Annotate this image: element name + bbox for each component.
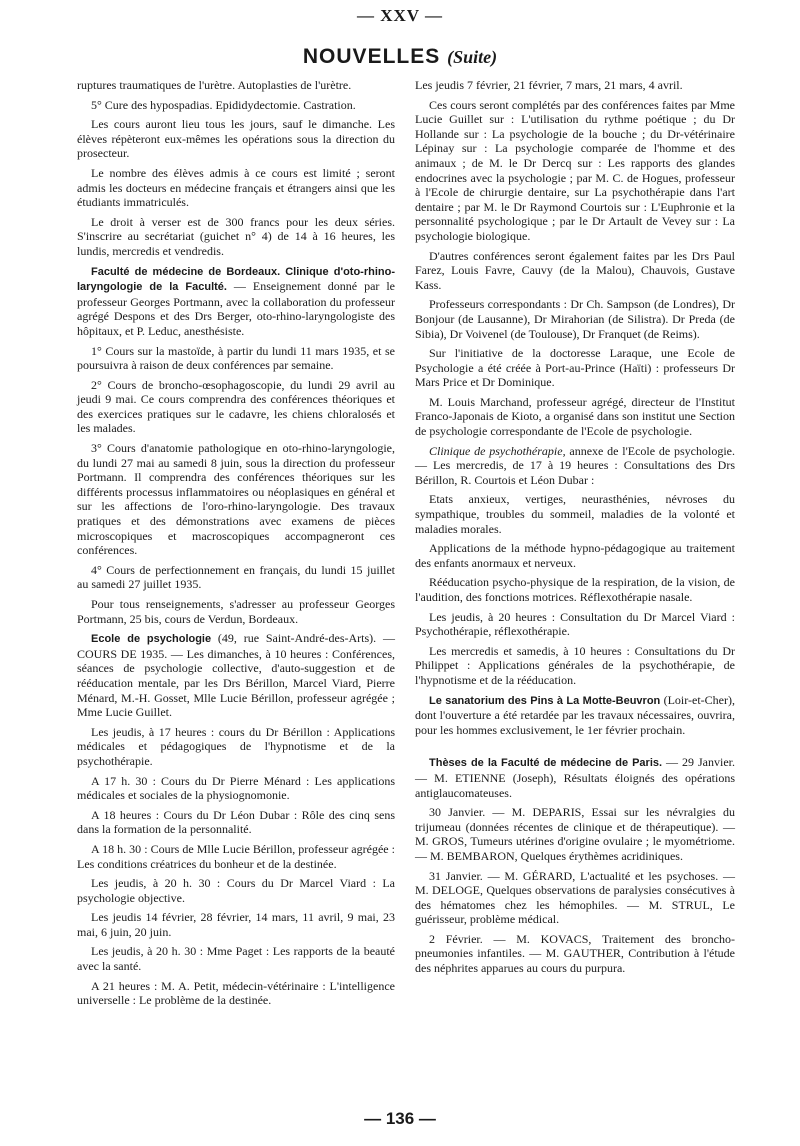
paragraph: A 17 h. 30 : Cours du Dr Pierre Ménard : Les applications médicales et sociales de la physiognomonie. bbox=[77, 773, 395, 803]
paragraph: D'autres conférences seront également faites par les Drs Paul Farez, Louis Favre, Cauvy (de la Malou), Chauvois, Gustave Kass. bbox=[415, 248, 735, 292]
paragraph: 4° Cours de perfectionnement en français, du lundi 15 juillet au samedi 27 juillet 1935. bbox=[77, 562, 395, 592]
paragraph: 31 Janvier. — M. GÉRARD, L'actualité et les psychoses. — M. DELOGE, Quelques observations de paralysies consécutives à des hématomes chez les hémophiles. — M. STRUL, Le guérisseur, problème médical. bbox=[415, 868, 735, 927]
notice-body: (Loir-et-Cher), dont l'ouverture a été retardée par les travaux nécessaires, ouvrira, pour les hommes exclusivement, le 1er février prochain. bbox=[415, 692, 735, 737]
paragraph bbox=[415, 444, 735, 488]
paragraph: Pour tous renseignements, s'adresser au professeur Georges Portmann, 25 bis, cours de Verdun, Bordeaux. bbox=[77, 597, 395, 626]
paragraph: 5° Cure des hypospadias. Epididydectomie. Castration. bbox=[91, 97, 356, 112]
paragraph: 1° Cours sur la mastoïde, à partir du lundi 11 mars 1935, et se poursuivra à raison de deux conférences par semaine. bbox=[77, 343, 395, 373]
paragraph: Les jeudis, à 20 h. 30 : Cours du Dr Marcel Viard : La psychologie objective. bbox=[77, 876, 395, 905]
paragraph: A 18 heures : Cours du Dr Léon Dubar : Rôle des cinq sens dans la formation de la personnalité. bbox=[77, 807, 395, 837]
paragraph: Les jeudis, à 20 heures : Consultation du Dr Marcel Viard : Psychothérapie, réflexothérapie. bbox=[415, 609, 735, 639]
paragraph: A 18 h. 30 : Cours de Mlle Lucie Bérillon, professeur agrégée : Les conditions créatrices du bonheur et de la destinée. bbox=[77, 841, 395, 871]
paragraph: ruptures traumatiques de l'urètre. Autoplasties de l'urètre. bbox=[77, 78, 352, 92]
paragraph bbox=[415, 693, 735, 738]
paragraph: Les mercredis et samedis, à 10 heures : Consultations du Dr Philippet : Applications générales de la psychothérapie, de l'hypnotisme et de la rééducation. bbox=[415, 643, 735, 687]
section-title-suite: (Suite) bbox=[447, 47, 498, 67]
paragraph bbox=[77, 631, 395, 720]
notice-heading: Ecole de psychologie bbox=[91, 633, 212, 646]
right-column bbox=[415, 78, 735, 981]
notice-heading: Faculté de médecine de Bordeaux. Clinique d'oto-rhino-laryngologie de la Faculté. bbox=[77, 265, 395, 294]
notice-body: — Enseignement donné par le professeur Georges Portmann, avec la collaboration du professeur agrégé Despons et des Drs Berger, oto-rhino-laryngologiste des hôpitaux, et P. Leduc, anesthésiste. bbox=[77, 279, 395, 338]
paragraph: Les cours auront lieu tous les jours, sauf le dimanche. Les élèves répèteront eux-mêmes les opérations sous la direction du prosecteur. bbox=[77, 117, 395, 161]
paragraph: Le droit à verser est de 300 francs pour les deux séries. S'inscrire au secrétariat (guichet n° 4) de 14 à 16 heures, les lundis, mercredis et vendredis. bbox=[77, 214, 395, 258]
paragraph: Sur l'initiative de la doctoresse Laraque, une Ecole de Psychologie a été créée à Port-au-Prince (Haïti) : professeurs Dr Mars Price et Dr Dominique. bbox=[415, 346, 735, 390]
page-number: — 136 — bbox=[364, 1109, 436, 1128]
paragraph: 3° Cours d'anatomie pathologique en oto-rhino-laryngologie, du lundi 27 mai au samedi 8 juin, sous la direction du professeur Portmann. Il comprendra des conférences théoriques sur les différents processus inflammatoires ou néoplasiques en général et sur les affections de l'oro-rhino-laryngologie. Des travaux pratiques et des démonstrations avec examens de pièces microscopiques et macroscopiques accompagneront ces conférences. bbox=[77, 441, 395, 558]
notice-heading: Clinique de psychothérapie, bbox=[429, 443, 566, 458]
paragraph: 30 Janvier. — M. DEPARIS, Essai sur les névralgies du trijumeau (données récentes de clinique et de thérapeutique). — M. GROS, Tumeurs utérines d'origine ovulaire ; le myométriome. — M. BEMBARON, Quelques érythèmes acridiniques. bbox=[415, 805, 735, 863]
paragraph: 2 Février. — M. KOVACS, Traitement des broncho-pneumonies infantiles. — M. GAUTHER, Contribution à l'étude des néphrites apparues au cours du purpura. bbox=[415, 931, 735, 976]
notice-body: annexe de l'Ecole de psychologie. — Les mercredis, de 17 à 19 heures : Consultations des Drs Bérillon, R. Courtois et Léon Dubar : bbox=[415, 443, 735, 487]
paragraph: 2° Cours de broncho-œsophagoscopie, du lundi 29 avril au jeudi 9 mai. Ce cours comprendra des conférences théoriques et des exercices pratiques sur le cadavre, les chiens chloralosés et les malades. bbox=[77, 377, 395, 436]
paragraph: Les jeudis 7 février, 21 février, 7 mars, 21 mars, 4 avril. bbox=[415, 78, 683, 92]
section-title bbox=[0, 45, 800, 69]
notice-heading: Le sanatorium des Pins à La Motte-Beuvron bbox=[429, 694, 661, 707]
paragraph: Professeurs correspondants : Dr Ch. Sampson (de Londres), Dr Bonjour (de Lausanne), Dr Mirahorian (de Silistra). Dr Preda (de Sibia), Dr Voivenel (de Toulouse), Dr Franquet (de Reims). bbox=[415, 297, 735, 341]
paragraph: M. Louis Marchand, professeur agrégé, directeur de l'Institut Franco-Japonais de Kioto, a organisé dans son institut une Section de psychologie correspondante de l'Ecole de psychologie. bbox=[415, 394, 735, 439]
paragraph: Rééducation psycho-physique de la respiration, de la vision, de l'audition, des fonctions motrices. Réflexothérapie nasale. bbox=[415, 575, 735, 604]
paragraph: Etats anxieux, vertiges, neurasthénies, névroses du sympathique, troubles du sommeil, maladies de la volonté et maladies morales. bbox=[415, 492, 735, 536]
paragraph bbox=[77, 264, 395, 339]
page-roman-numeral: — XXV — bbox=[356, 6, 444, 25]
paragraph: A 21 heures : M. A. Petit, médecin-vétérinaire : L'intelligence universelle : Le problème de la destinée. bbox=[77, 978, 395, 1008]
paragraph: Le nombre des élèves admis à ce cours est limité ; seront admis les docteurs en médecine français et étrangers ainsi que les étudiants immatriculés. bbox=[77, 165, 395, 210]
paragraph: Les jeudis 14 février, 28 février, 14 mars, 11 avril, 9 mai, 23 mai, 6 juin, 20 juin. bbox=[77, 910, 395, 939]
notice-heading: Thèses de la Faculté de médecine de Paris. bbox=[429, 757, 663, 770]
paragraph: Les jeudis, à 20 h. 30 : Mme Paget : Les rapports de la beauté avec la santé. bbox=[77, 944, 395, 974]
left-column bbox=[77, 78, 395, 1013]
paragraph bbox=[415, 755, 735, 800]
paragraph: Applications de la méthode hypno-pédagogique au traitement des enfants anormaux et nerveux. bbox=[415, 541, 735, 570]
section-title-text: NOUVELLES bbox=[302, 45, 441, 68]
paragraph: Les jeudis, à 17 heures : cours du Dr Bérillon : Applications médicales et pédagogiques de l'hypnotisme et de la psychothérapie. bbox=[77, 724, 395, 768]
notice-body: (49, rue Saint-André-des-Arts). — COURS DE 1935. — Les dimanches, à 10 heures : Conférences, séances de psychologie collective, d'auto-suggestion et de rééducation mentale, par les Drs Bérillon, Marcel Viard, Pierre Ménard, M.-H. Gosset, Mlle Lucie Bérillon, professeur agrégée ; Mme Lucie Guillet. bbox=[77, 631, 395, 720]
notice-body: — 29 Janvier. — M. ETIENNE (Joseph), Résultats éloignés des opérations antiglaucomateuses. bbox=[415, 755, 735, 800]
paragraph: Ces cours seront complétés par des conférences faites par Mme Lucie Guillet sur : L'utilisation du rythme poétique ; du Dr Hollande sur : La psychologie de la bouche ; du Dr-vétérinaire Lépinay sur : La psychologie comparée de l'homme et des animaux ; de M. le Dr Dercq sur : Les rapports des glandes endocrines avec la psychologie ; par M. C. de Hogues, professeur à l'Ecole de chirurgie dentaire, sur La psychothérapie dans l'art dentaire ; par M. le Dr Raymond Courtois sur : L'Euphronie et la personnalité psychologique ; par le Dr Artault de Vevey sur : La psychologie biologique. bbox=[415, 97, 735, 243]
